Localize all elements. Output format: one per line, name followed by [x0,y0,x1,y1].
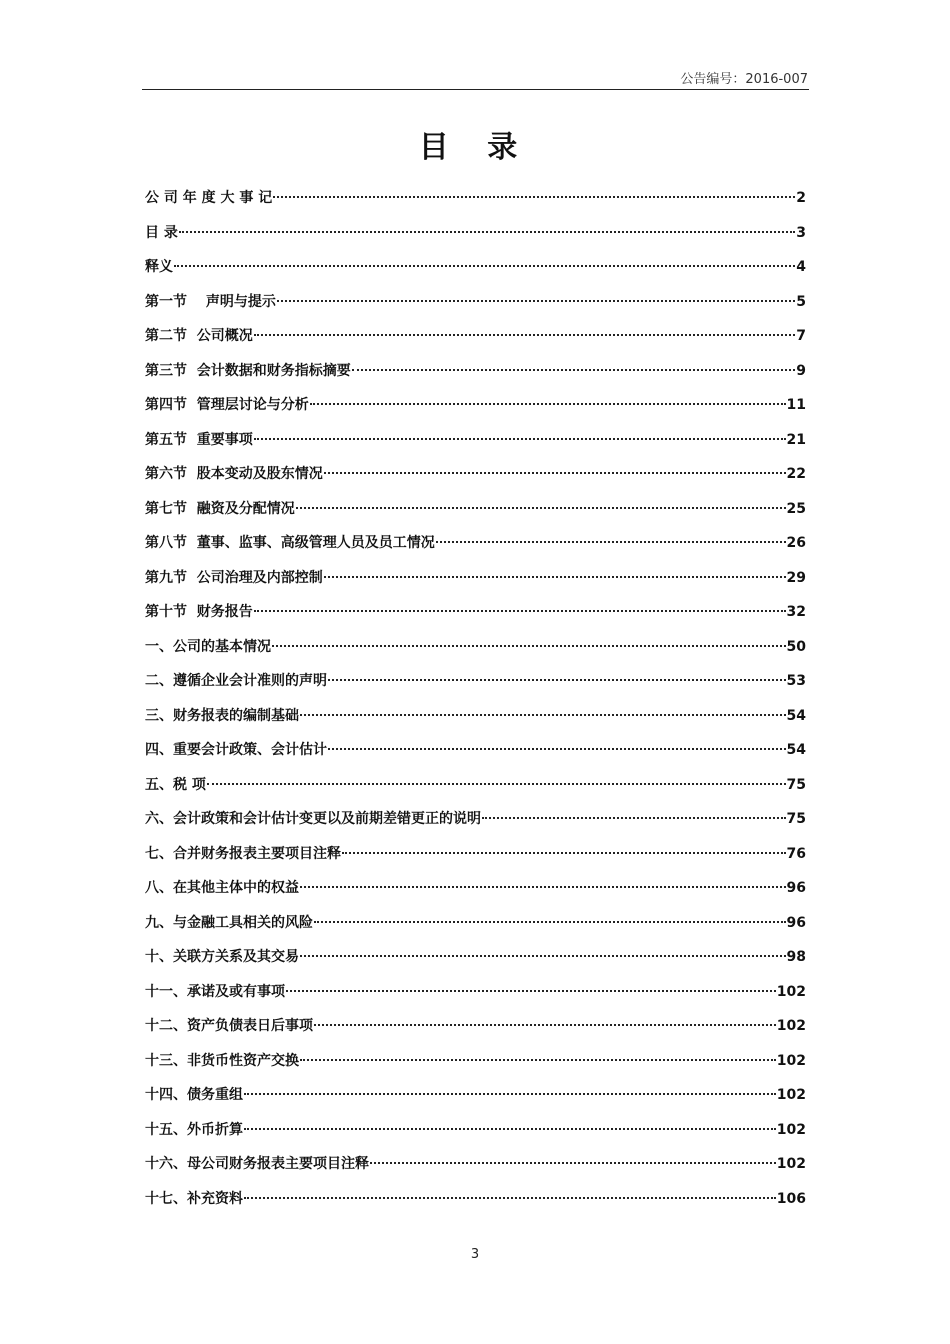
toc-dot-leader [273,196,795,198]
toc-entry-label: 十七、补充资料 [145,1190,243,1207]
toc-entry-page: 102 [776,1156,806,1172]
toc-dot-leader [300,886,786,888]
toc-entry-page: 54 [786,707,806,724]
toc-dot-leader [352,369,796,371]
toc-entry-page: 102 [776,1018,806,1034]
toc-entry[interactable] [145,1044,806,1079]
toc-entry-page: 5 [796,293,806,310]
toc-entry-page: 2 [796,190,806,206]
toc-entry[interactable] [145,630,806,665]
toc-dot-leader [370,1162,776,1164]
toc-entry[interactable] [145,354,806,389]
toc-entry-page: 22 [786,466,806,482]
toc-entry-page: 11 [786,397,806,413]
toc-entry[interactable] [145,940,806,975]
toc-dot-leader [254,438,786,440]
toc-dot-leader [342,852,786,854]
toc-entry-page: 50 [786,638,806,655]
toc-entry-page: 98 [786,949,806,965]
toc-dot-leader [254,334,796,336]
toc-entry-page: 29 [786,569,806,586]
toc-entry-page: 102 [776,1121,806,1138]
page-title: 目 录 [418,130,532,165]
toc-entry[interactable] [145,837,806,872]
toc-entry-label: 五、税 项 [145,776,206,793]
toc-entry-label: 第一节 声明与提示 [145,293,276,310]
toc-entry-label: 第九节 公司治理及内部控制 [145,569,323,586]
toc-entry-label: 十四、债务重组 [145,1087,243,1103]
toc-entry-label: 六、会计政策和会计估计变更以及前期差错更正的说明 [145,811,481,827]
toc-entry-label: 四、重要会计政策、会计估计 [145,742,327,758]
toc-dot-leader [244,1128,776,1130]
toc-entry-page: 102 [776,1087,806,1103]
toc-entry[interactable] [145,1113,806,1148]
toc-dot-leader [324,472,786,474]
toc-entry-page: 53 [786,673,806,689]
toc-entry-page: 4 [796,259,806,275]
toc-entry[interactable] [145,181,806,216]
toc-dot-leader [286,990,776,992]
toc-entry-label: 十、关联方关系及其交易 [145,949,299,965]
toc-entry-page: 3 [796,224,806,241]
toc-entry-label: 十一、承诺及或有事项 [145,983,285,1000]
toc-entry-page: 9 [796,362,806,379]
toc-entry[interactable] [145,802,806,837]
toc-entry-label: 九、与金融工具相关的风险 [145,914,313,931]
toc-entry-page: 54 [786,742,806,758]
toc-entry-label: 三、财务报表的编制基础 [145,707,299,724]
toc-entry[interactable] [145,216,806,251]
toc-entry[interactable] [145,595,806,630]
toc-entry-label: 二、遵循企业会计准则的声明 [145,673,327,689]
toc-dot-leader [300,1059,776,1061]
toc-entry-page: 75 [786,776,806,793]
toc-entry-label: 目 录 [145,224,178,241]
toc-entry-page: 21 [786,431,806,448]
toc-dot-leader [328,748,786,750]
toc-entry[interactable] [145,250,806,285]
toc-entry-label: 第五节 重要事项 [145,431,253,448]
toc-dot-leader [314,921,786,923]
toc-entry[interactable] [145,975,806,1010]
toc-entry-label: 十六、母公司财务报表主要项目注释 [145,1156,369,1172]
toc-entry-page: 75 [786,811,806,827]
toc-entry-page: 25 [786,500,806,517]
toc-dot-leader [244,1093,776,1095]
toc-entry[interactable] [145,388,806,423]
toc-entry-label: 七、合并财务报表主要项目注释 [145,845,341,862]
toc-entry-label: 第八节 董事、监事、高级管理人员及员工情况 [145,535,435,551]
toc-dot-leader [277,300,795,302]
toc-entry-label: 十五、外币折算 [145,1121,243,1138]
toc-entry[interactable] [145,526,806,561]
toc-entry-label: 十二、资产负债表日后事项 [145,1018,313,1034]
toc-entry-label: 八、在其他主体中的权益 [145,880,299,896]
toc-entry[interactable] [145,561,806,596]
toc-entry[interactable] [145,1009,806,1044]
toc-entry-page: 7 [796,328,806,344]
toc-dot-leader [300,714,786,716]
toc-dot-leader [482,817,786,819]
toc-entry[interactable] [145,423,806,458]
toc-entry[interactable] [145,664,806,699]
page-number: 3 [470,1247,480,1262]
toc-entry-label: 第三节 会计数据和财务指标摘要 [145,362,351,379]
toc-entry[interactable] [145,1078,806,1113]
toc-entry-label: 释义 [145,259,173,275]
toc-dot-leader [244,1197,776,1199]
toc-entry-label: 一、公司的基本情况 [145,638,271,655]
toc-entry-label: 公 司 年 度 大 事 记 [145,190,273,206]
toc-entry[interactable] [145,733,806,768]
toc-entry-page: 102 [776,1052,806,1069]
toc-entry-page: 96 [786,914,806,931]
toc-entry-label: 十三、非货币性资产交换 [145,1052,299,1069]
toc-entry[interactable] [145,1147,806,1182]
toc-dot-leader [179,231,795,233]
toc-entry[interactable] [145,319,806,354]
toc-entry-page: 76 [786,845,806,862]
toc-entry-page: 102 [776,983,806,1000]
toc-entry[interactable] [145,285,806,320]
toc-dot-leader [436,541,786,543]
toc-entry[interactable] [145,492,806,527]
toc-entry-label: 第十节 财务报告 [145,604,253,620]
toc-entry-label: 第七节 融资及分配情况 [145,500,295,517]
toc-entry[interactable] [145,1182,806,1217]
toc-dot-leader [324,576,786,578]
toc-dot-leader [207,783,786,785]
header-divider [142,89,809,90]
toc-entry[interactable] [145,906,806,941]
toc-dot-leader [310,403,786,405]
notice-number: 公告编号：2016-007 [680,72,808,87]
toc-entry-page: 106 [776,1190,806,1207]
toc-entry-page: 96 [786,880,806,896]
toc-dot-leader [300,955,786,957]
toc-dot-leader [174,265,795,267]
toc-entry[interactable] [145,871,806,906]
toc-entry[interactable] [145,768,806,803]
toc-entry-label: 第六节 股本变动及股东情况 [145,466,323,482]
toc-entry[interactable] [145,699,806,734]
toc-dot-leader [254,610,786,612]
toc-entry-label: 第二节 公司概况 [145,328,253,344]
toc-dot-leader [272,645,786,647]
toc-entry-label: 第四节 管理层讨论与分析 [145,397,309,413]
toc-entry[interactable] [145,457,806,492]
toc-entry-page: 32 [786,604,806,620]
toc-dot-leader [328,679,786,681]
table-of-contents [145,181,806,1216]
toc-dot-leader [296,507,786,509]
toc-dot-leader [314,1024,776,1026]
toc-entry-page: 26 [786,535,806,551]
